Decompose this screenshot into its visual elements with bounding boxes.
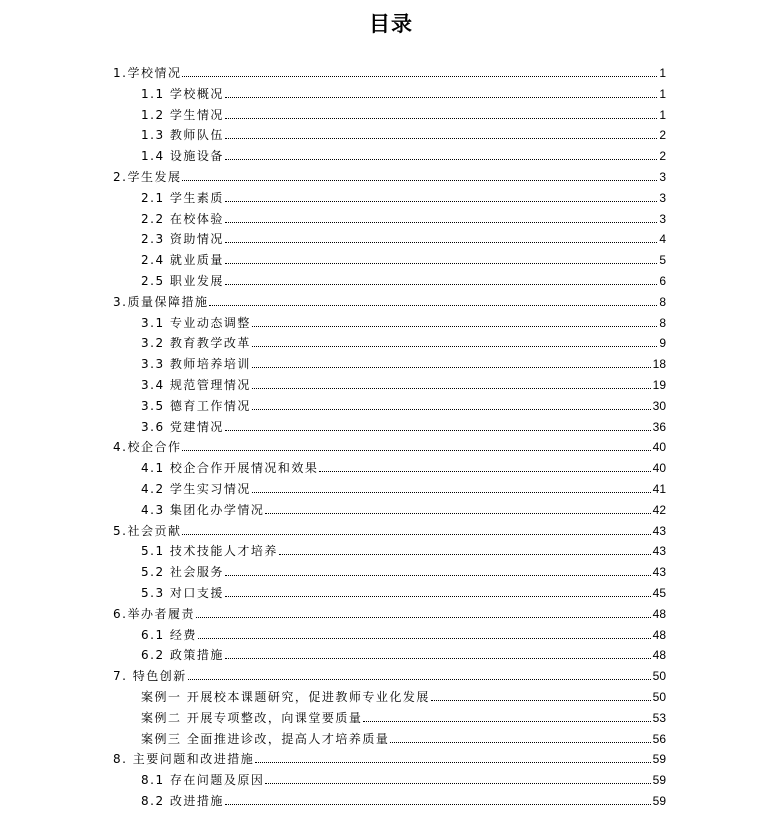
toc-entry-label: 2.3 资助情况 [141, 232, 224, 247]
dot-leader [252, 345, 657, 347]
toc-subsection-entry[interactable] [141, 124, 666, 142]
toc-entry-label: 6.2 政策措施 [141, 648, 224, 663]
dot-leader [225, 262, 657, 264]
page-title: 目录 [369, 12, 413, 36]
toc-entry-label: 2.2 在校体验 [141, 211, 224, 226]
toc-subsection-entry[interactable] [141, 83, 666, 101]
toc-subsection-entry[interactable] [141, 582, 666, 600]
toc-subsection-entry[interactable] [141, 270, 666, 288]
toc-page-number: 5 [659, 253, 666, 268]
toc-page-number: 48 [652, 648, 666, 663]
toc-page-number: 50 [652, 690, 666, 704]
toc-entry-label: 6.举办者履责 [113, 606, 195, 621]
dot-leader [225, 221, 657, 223]
toc-page-number: 1 [659, 66, 666, 80]
dot-leader [225, 657, 651, 659]
toc-subsection-entry[interactable] [141, 374, 666, 392]
toc-page-number: 48 [652, 606, 666, 621]
toc-subsection-entry[interactable] [141, 644, 666, 662]
toc-entry-label: 3.4 规范管理情况 [141, 378, 251, 392]
dot-leader [182, 179, 657, 181]
dot-leader [225, 137, 657, 139]
toc-page-number: 19 [652, 378, 666, 392]
toc-subsection-entry[interactable] [141, 624, 666, 642]
toc-entry-label: 6.1 经费 [141, 627, 197, 642]
toc-page-number: 40 [652, 440, 666, 455]
dot-leader [252, 491, 651, 493]
toc-subsection-entry[interactable] [141, 353, 666, 371]
toc-subsection-entry[interactable] [141, 561, 666, 579]
dot-leader [252, 387, 651, 389]
toc-section-entry[interactable] [113, 291, 666, 309]
toc-entry-label: 4.1 校企合作开展情况和效果 [141, 461, 319, 476]
dot-leader [431, 699, 651, 701]
toc-entry-label: 3.5 德育工作情况 [141, 398, 251, 413]
toc-page-number: 8 [659, 315, 666, 330]
toc-page-number: 3 [659, 170, 666, 184]
toc-page-number: 43 [652, 544, 666, 559]
dot-leader [182, 75, 657, 77]
toc-subsection-entry[interactable] [141, 249, 666, 267]
toc-subsection-entry[interactable] [141, 332, 666, 350]
toc-page-number: 59 [652, 752, 666, 767]
toc-subsection-entry[interactable] [141, 395, 666, 413]
toc-entry-label: 3.质量保障措施 [113, 294, 209, 309]
toc-page-number: 9 [659, 336, 666, 351]
toc-subsection-entry[interactable] [141, 769, 666, 787]
toc-subsection-entry[interactable] [141, 312, 666, 330]
toc-entry-label: 4.3 集团化办学情况 [141, 502, 265, 517]
toc-page-number: 56 [652, 731, 666, 746]
toc-subsection-entry[interactable] [141, 228, 666, 246]
toc-entry-label: 8.2 改进措施 [141, 794, 224, 808]
toc-entry-label: 7. 特色创新 [113, 669, 187, 684]
toc-subsection-entry[interactable] [141, 728, 666, 746]
dot-leader [225, 158, 657, 160]
toc-page-number: 8 [659, 294, 666, 309]
toc-page-number: 59 [652, 794, 666, 808]
toc-page-number: 48 [652, 627, 666, 642]
dot-leader [182, 449, 650, 451]
toc-subsection-entry[interactable] [141, 790, 666, 808]
dot-leader [363, 720, 650, 722]
toc-page-number: 3 [659, 190, 666, 205]
toc-section-entry[interactable] [113, 665, 666, 683]
dot-leader [225, 96, 657, 98]
toc-entry-label: 1.3 教师队伍 [141, 128, 224, 143]
toc-entry-label: 5.社会贡献 [113, 523, 182, 538]
toc-entry-label: 1.4 设施设备 [141, 149, 224, 164]
toc-entry-label: 案例二 开展专项整改，向课堂要质量 [141, 710, 363, 725]
toc-page-number: 50 [652, 669, 666, 684]
toc-entry-label: 3.6 党建情况 [141, 419, 224, 434]
toc-subsection-entry[interactable] [141, 145, 666, 163]
toc-subsection-entry[interactable] [141, 457, 666, 475]
toc-section-entry[interactable] [113, 603, 666, 621]
toc-page-number: 53 [652, 710, 666, 725]
dot-leader [225, 429, 651, 431]
dot-leader [252, 325, 657, 327]
toc-entry-label: 2.5 职业发展 [141, 274, 224, 288]
toc-entry-label: 5.1 技术技能人才培养 [141, 544, 278, 559]
toc-entry-label: 4.校企合作 [113, 440, 182, 455]
toc-entry-label: 1.学校情况 [113, 66, 182, 80]
toc-page-number: 59 [652, 773, 666, 788]
dot-leader [225, 574, 651, 576]
dot-leader [225, 595, 651, 597]
toc-page-number: 43 [652, 523, 666, 538]
toc-page-number: 40 [652, 461, 666, 476]
toc-entry-label: 案例一 开展校本课题研究，促进教师专业化发展 [141, 690, 430, 704]
dot-leader [255, 761, 650, 763]
dot-leader [225, 283, 657, 285]
toc-page-number: 43 [652, 565, 666, 580]
toc-entry-label: 8.1 存在问题及原因 [141, 773, 265, 788]
toc-page-number: 36 [652, 419, 666, 434]
toc-page-number: 41 [652, 482, 666, 496]
toc-subsection-entry[interactable] [141, 187, 666, 205]
toc-entry-label: 2.4 就业质量 [141, 253, 224, 268]
dot-leader [225, 200, 657, 202]
toc-page-number: 30 [652, 398, 666, 413]
toc-subsection-entry[interactable] [141, 104, 666, 122]
dot-leader [209, 304, 657, 306]
dot-leader [265, 782, 650, 784]
toc-entry-label: 5.3 对口支援 [141, 586, 224, 600]
dot-leader [252, 366, 651, 368]
dot-leader [225, 241, 657, 243]
toc-subsection-entry[interactable] [141, 416, 666, 434]
toc-entry-label: 2.学生发展 [113, 170, 182, 184]
toc-subsection-entry[interactable] [141, 499, 666, 517]
dot-leader [225, 117, 657, 119]
dot-leader [188, 678, 651, 680]
toc-page-number: 1 [659, 86, 666, 101]
toc-page-number: 3 [659, 211, 666, 226]
toc-page-number: 4 [659, 232, 666, 247]
dot-leader [390, 741, 650, 743]
toc-subsection-entry[interactable] [141, 707, 666, 725]
dot-leader [182, 533, 650, 535]
dot-leader [252, 408, 651, 410]
toc-subsection-entry[interactable] [141, 478, 666, 496]
toc-page-number: 42 [652, 502, 666, 517]
dot-leader [198, 637, 651, 639]
toc-page-number: 2 [659, 149, 666, 164]
dot-leader [319, 470, 650, 472]
toc-subsection-entry[interactable] [141, 686, 666, 704]
dot-leader [225, 803, 651, 805]
toc-subsection-entry[interactable] [141, 540, 666, 558]
toc-entry-label: 2.1 学生素质 [141, 190, 224, 205]
toc-subsection-entry[interactable] [141, 208, 666, 226]
dot-leader [196, 616, 651, 618]
toc-page-number: 45 [652, 586, 666, 600]
toc-entry-label: 1.2 学生情况 [141, 107, 224, 122]
dot-leader [279, 553, 651, 555]
toc-page-number: 6 [659, 274, 666, 288]
toc-entry-label: 案例三 全面推进诊改，提高人才培养质量 [141, 731, 390, 746]
toc-section-entry[interactable] [113, 62, 666, 80]
toc-entry-label: 4.2 学生实习情况 [141, 482, 251, 496]
toc-section-entry[interactable] [113, 166, 666, 184]
toc-entry-label: 8. 主要问题和改进措施 [113, 752, 255, 767]
toc-entry-label: 5.2 社会服务 [141, 565, 224, 580]
toc-page-number: 18 [652, 357, 666, 372]
toc-page-number: 1 [659, 107, 666, 122]
toc-entry-label: 3.2 教育教学改革 [141, 336, 251, 351]
toc-entry-label: 3.3 教师培养培训 [141, 357, 251, 372]
toc-section-entry[interactable] [113, 520, 666, 538]
dot-leader [265, 512, 650, 514]
toc-page-number: 2 [659, 128, 666, 143]
toc-section-entry[interactable] [113, 748, 666, 766]
toc-entry-label: 3.1 专业动态调整 [141, 315, 251, 330]
toc-section-entry[interactable] [113, 436, 666, 454]
toc-entry-label: 1.1 学校概况 [141, 86, 224, 101]
